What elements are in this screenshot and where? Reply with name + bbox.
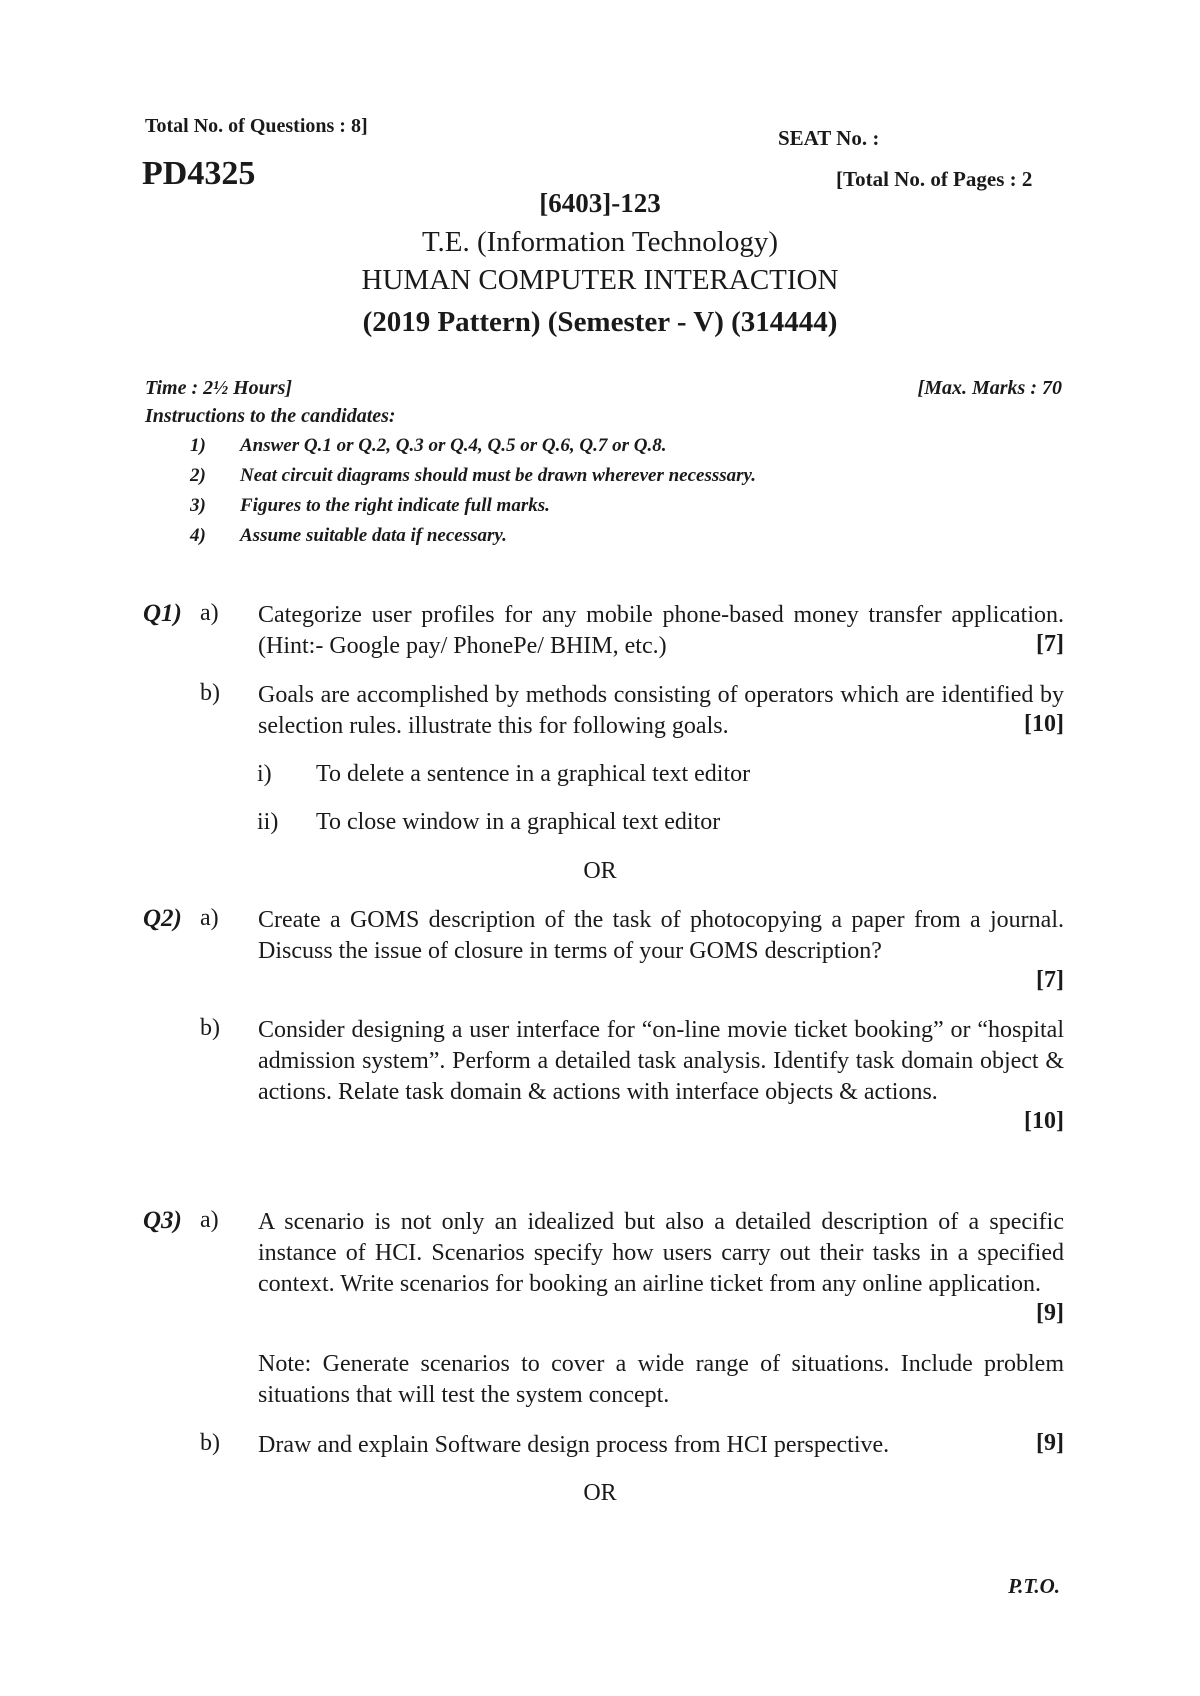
course-title: T.E. (Information Technology)	[421, 226, 779, 258]
q2-part-b-text: Consider designing a user interface for “on-line movie ticket booking” or “hospital admission system”. Perform a detailed task analysis. Identify task domain object & actions. Relate task domain & actions with interface objects & actions.	[258, 1017, 1064, 1105]
instructions-heading: Instructions to the candidates:	[145, 405, 396, 427]
q3-part-b-text: Draw and explain Software design process from HCI perspective.	[258, 1432, 890, 1458]
or-separator: OR	[583, 858, 617, 884]
question-2-label: Q2)	[143, 905, 182, 932]
q3-part-a-text: A scenario is not only an idealized but also a detailed description of a specific instance of HCI. Scenarios specify how users carry out their tasks in a specified context. Write scenarios for booking an airline ticket from any online application.	[258, 1209, 1064, 1297]
q2-part-a-text: Create a GOMS description of the task of photocopying a paper from a journal. Discuss the issue of closure in terms of your GOMS description?	[258, 907, 1064, 964]
q3-part-b-label: b)	[200, 1430, 220, 1456]
total-pages: [Total No. of Pages : 2	[836, 167, 1033, 191]
q2-part-a-marks: [7]	[1036, 967, 1064, 993]
q3-part-b-marks: [9]	[1036, 1430, 1064, 1456]
instruction-text: Figures to the right indicate full marks.	[240, 495, 550, 516]
time-allowed: Time : 2½ Hours]	[145, 377, 293, 399]
instruction-item	[0, 465, 1200, 489]
q1-sub-item-number: i)	[257, 761, 272, 787]
q1-part-a-marks: [7]	[1036, 631, 1064, 657]
total-questions: Total No. of Questions : 8]	[145, 115, 368, 137]
question-3-label: Q3)	[143, 1207, 182, 1234]
seat-number-label: SEAT No. :	[778, 126, 880, 150]
max-marks: [Max. Marks : 70	[917, 377, 1062, 399]
q1-sub-item-number: ii)	[257, 809, 279, 835]
instruction-item	[0, 435, 1200, 459]
q1-part-b-label: b)	[200, 680, 220, 706]
instruction-text: Assume suitable data if necessary.	[240, 525, 507, 546]
q3-part-a-marks: [9]	[1036, 1300, 1064, 1326]
q1-part-b-text: Goals are accomplished by methods consisting of operators which are identified by selection rules. illustrate this for following goals.	[258, 682, 1064, 739]
or-separator: OR	[583, 1480, 617, 1506]
q1-part-a-label: a)	[200, 600, 219, 626]
q3-part-a-label: a)	[200, 1207, 219, 1233]
q1-part-a-text: Categorize user profiles for any mobile phone-based money transfer application. (Hint:- Google pay/ PhonePe/ BHIM, etc.)	[258, 602, 1064, 659]
instruction-number: 1)	[190, 435, 206, 456]
instruction-text: Neat circuit diagrams should must be drawn wherever necesssary.	[240, 465, 757, 486]
question-1-label: Q1)	[143, 600, 182, 627]
paper-code: PD4325	[142, 155, 256, 192]
q2-part-a-label: a)	[200, 905, 219, 931]
instruction-number: 3)	[190, 495, 206, 516]
q2-part-b-marks: [10]	[1024, 1108, 1064, 1134]
instruction-item	[0, 495, 1200, 519]
instruction-number: 4)	[190, 525, 206, 546]
q1-sub-item-text: To close window in a graphical text editor	[316, 809, 721, 835]
pto-label: P.T.O.	[1008, 1574, 1060, 1598]
q2-part-b-label: b)	[200, 1015, 220, 1041]
instruction-number: 2)	[190, 465, 206, 486]
q1-sub-item-text: To delete a sentence in a graphical text editor	[316, 761, 751, 787]
instruction-text: Answer Q.1 or Q.2, Q.3 or Q.4, Q.5 or Q.6, Q.7 or Q.8.	[240, 435, 667, 456]
q3-note: Note: Generate scenarios to cover a wide range of situations. Include problem situations that will test the system concept.	[258, 1351, 1064, 1408]
subject-title: HUMAN COMPUTER INTERACTION	[361, 264, 839, 296]
instruction-item	[0, 525, 1200, 549]
paper-id: [6403]-123	[539, 188, 661, 218]
pattern-line: (2019 Pattern) (Semester - V) (314444)	[362, 306, 838, 338]
q1-part-b-marks: [10]	[1024, 711, 1064, 737]
